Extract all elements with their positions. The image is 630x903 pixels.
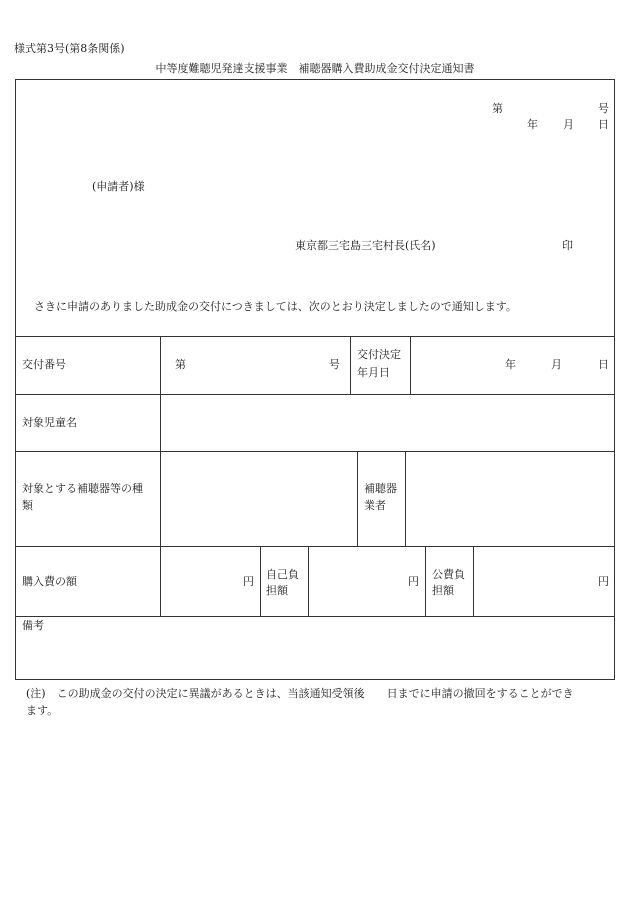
notice-date-day: 日 xyxy=(598,118,609,131)
notice-date-month: 月 xyxy=(563,118,574,131)
self-burden-label-line1: 自己負 xyxy=(266,568,299,581)
row1-divider-b xyxy=(410,336,411,394)
row4-divider-a xyxy=(260,546,261,616)
remarks-label: 備考 xyxy=(22,619,44,632)
purchase-cost-yen: 円 xyxy=(243,575,254,588)
table-top-line xyxy=(15,336,615,337)
document-title: 中等度難聴児発達支援事業 補聴器購入費助成金交付決定通知書 xyxy=(155,62,475,75)
public-burden-label-line2: 担額 xyxy=(432,584,454,597)
self-burden-label-line2: 担額 xyxy=(266,584,288,597)
row-divider-3 xyxy=(15,546,615,547)
decision-date-year: 年 xyxy=(505,358,516,371)
self-burden-yen: 円 xyxy=(408,575,419,588)
device-type-label-line2: 類 xyxy=(22,499,33,512)
grant-number-label: 交付番号 xyxy=(22,358,66,371)
form-frame xyxy=(15,79,615,680)
child-name-label: 対象児童名 xyxy=(22,416,77,429)
notice-date-year: 年 xyxy=(527,118,538,131)
dealer-label-line1: 補聴器 xyxy=(364,482,397,495)
row-divider-2 xyxy=(15,451,615,452)
addressee: (申請者)様 xyxy=(92,180,145,193)
decision-date-day: 日 xyxy=(598,358,609,371)
issuer: 東京都三宅島三宅村長(氏名) xyxy=(295,239,436,252)
purchase-cost-label: 購入費の額 xyxy=(22,575,77,588)
notice-number-suffix: 号 xyxy=(598,102,609,115)
decision-date-label-line2: 年月日 xyxy=(357,366,390,379)
device-type-label-line1: 対象とする補聴器等の種 xyxy=(22,482,143,495)
grant-number-suffix: 号 xyxy=(329,358,340,371)
row3-divider-a xyxy=(357,451,358,546)
public-burden-label-line1: 公費負 xyxy=(432,568,465,581)
grant-number-prefix: 第 xyxy=(175,358,186,371)
row4-divider-b xyxy=(308,546,309,616)
footnote-line2: ます。 xyxy=(26,704,59,717)
row1-divider-a xyxy=(350,336,351,394)
row4-divider-d xyxy=(473,546,474,616)
form-number: 様式第3号(第8条関係) xyxy=(14,42,125,55)
dealer-label-line2: 業者 xyxy=(364,499,386,512)
seal-mark: 印 xyxy=(562,239,573,252)
row4-divider-c xyxy=(425,546,426,616)
decision-date-month: 月 xyxy=(551,358,562,371)
notice-number-prefix: 第 xyxy=(492,102,503,115)
row3-divider-b xyxy=(405,451,406,546)
notice-body-text: さきに申請のありました助成金の交付につきましては、次のとおり決定しましたので通知します。 xyxy=(34,300,517,313)
public-burden-yen: 円 xyxy=(598,575,609,588)
row-divider-1 xyxy=(15,394,615,395)
row-divider-4 xyxy=(15,616,615,617)
label-column-divider xyxy=(160,336,161,616)
footnote-line1: (注) この助成金の交付の決定に異議があるときは、当該通知受領後 日までに申請の撤回をすることができ xyxy=(26,687,574,700)
decision-date-label-line1: 交付決定 xyxy=(357,348,401,361)
